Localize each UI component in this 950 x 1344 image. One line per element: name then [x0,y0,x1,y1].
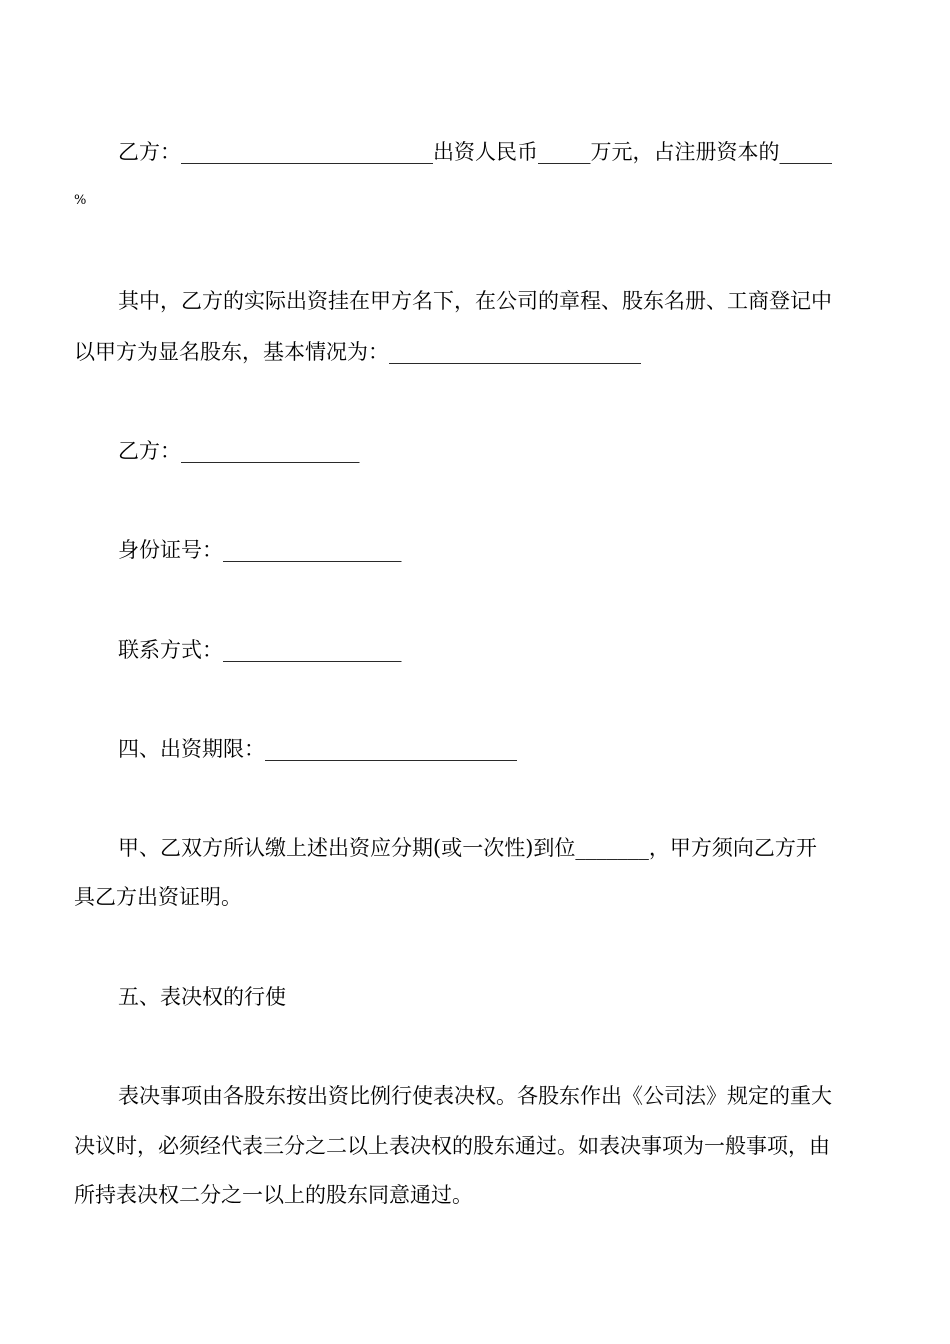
section-5-heading: 五、表决权的行使 [118,985,286,1009]
nominee-paragraph-line-2: 以甲方为显名股东，基本情况为：________________________ [74,340,641,364]
party-b-capital-line: 乙方：________________________出资人民币_____万元，占注册资本的_____ [118,140,832,164]
payment-paragraph-line-2: 具乙方出资证明。 [74,885,242,909]
payment-paragraph-line-1: 甲、乙双方所认缴上述出资应分期(或一次性)到位_______，甲方须向乙方开 [118,836,817,860]
voting-paragraph-line-2: 决议时，必须经代表三分之二以上表决权的股东通过。如表决事项为一般事项，由 [74,1134,830,1158]
voting-paragraph-line-1: 表决事项由各股东按出资比例行使表决权。各股东作出《公司法》规定的重大 [118,1084,832,1108]
nominee-paragraph-line-1: 其中，乙方的实际出资挂在甲方名下，在公司的章程、股东名册、工商登记中 [118,289,832,313]
party-b-name-line: 乙方：_________________ [118,439,360,463]
voting-paragraph-line-3: 所持表决权二分之一以上的股东同意通过。 [74,1183,473,1207]
contact-line: 联系方式：_________________ [118,638,402,662]
percent-sign-line: % [74,193,87,208]
id-number-line: 身份证号：_________________ [118,538,402,562]
section-4-contribution-period: 四、出资期限：________________________ [118,737,517,761]
